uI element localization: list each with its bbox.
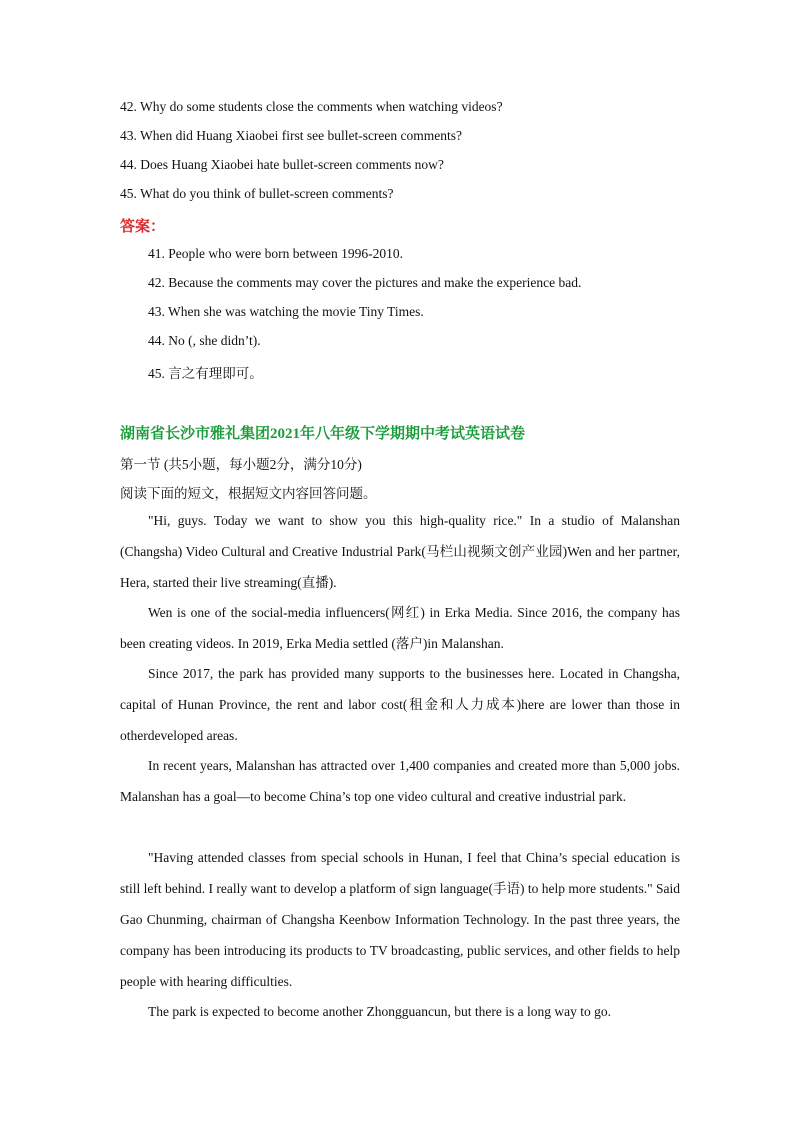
answer-44: 44. No (, she didn’t). xyxy=(148,333,261,348)
paragraph-3: Since 2017, the park has provided many supports to the businesses here. Located in Changsha, capital of Hunan Province, the rent and labor cost(租金和人力成本)here are lower than those in otherdeveloped areas. xyxy=(120,666,680,743)
paragraph-6: The park is expected to become another Zhongguancun, but there is a long way to go. xyxy=(148,1004,611,1019)
paragraph-5: "Having attended classes from special schools in Hunan, I feel that China’s special education is still left behind. I really want to develop a platform of sign language(手语) to help more students." Said Gao Chunming, chairman of Changsha Keenbow Information Technology. In the past three years, the company has been introducing its products to TV broadcasting, public services, and other fields to help people with hearing difficulties. xyxy=(120,850,681,989)
question-42: 42. Why do some students close the comments when watching videos? xyxy=(120,99,503,114)
answer-43: 43. When she was watching the movie Tiny Times. xyxy=(148,304,424,319)
section-title: 湖南省长沙市雅礼集团2021年八年级下学期期中考试英语试卷 xyxy=(120,426,526,442)
question-44: 44. Does Huang Xiaobei hate bullet-screen comments now? xyxy=(120,157,444,172)
question-43: 43. When did Huang Xiaobei first see bullet-screen comments? xyxy=(120,128,463,143)
section-info: 第一节 (共5小题，每小题2分，满分10分) xyxy=(120,457,362,472)
paragraph-4: In recent years, Malanshan has attracted over 1,400 companies and created more than 5,000 jobs. Malanshan has a goal—to become China’s top one video cultural and creative industrial park. xyxy=(120,758,680,804)
answers-label: 答案： xyxy=(120,217,166,235)
instruction: 阅读下面的短文，根据短文内容回答问题。 xyxy=(120,486,377,501)
paragraph-2: Wen is one of the social-media influencers(网红) in Erka Media. Since 2016, the company has been creating videos. In 2019, Erka Media settled (落户)in Malanshan. xyxy=(120,605,680,651)
paragraph-1: "Hi, guys. Today we want to show you this high-quality rice." In a studio of Malanshan (Changsha) Video Cultural and Creative Industrial Park(马栏山视频文创产业园)Wen and her partner, Hera, started their live streaming(直播). xyxy=(120,513,680,590)
question-45: 45. What do you think of bullet-screen comments? xyxy=(120,186,394,201)
answer-45: 45. 言之有理即可。 xyxy=(148,366,263,381)
answer-41: 41. People who were born between 1996-2010. xyxy=(148,246,403,261)
answer-42: 42. Because the comments may cover the pictures and make the experience bad. xyxy=(148,275,582,290)
